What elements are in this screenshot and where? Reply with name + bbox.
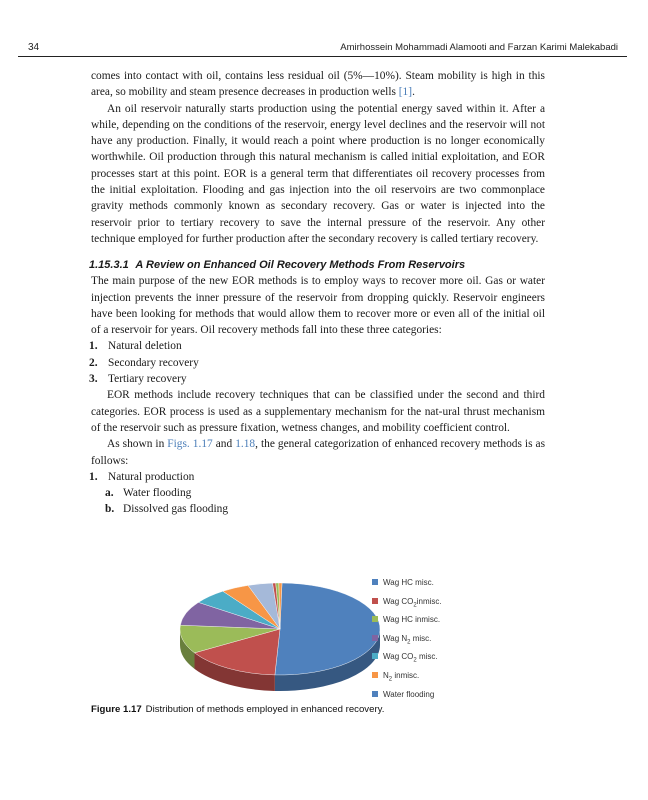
legend-label: Wag $N_2$ misc.	[383, 633, 432, 646]
legend-swatch	[372, 691, 378, 697]
body-text	[91, 68, 545, 518]
legend-item	[372, 615, 440, 624]
running-header-authors: Amirhossein Mohammadi Alamooti and Farzan Karimi Malekabadi	[340, 42, 618, 53]
list-item: 1. Natural deletion	[89, 340, 182, 353]
citation-link[interactable]: [1]	[398, 86, 413, 99]
legend-label: Water flooding	[383, 689, 435, 699]
legend-label: Wag $CO_2$ misc.	[383, 652, 438, 664]
legend-swatch	[372, 598, 378, 604]
list-item: 1. Natural production	[89, 470, 195, 483]
paragraph-1: comes into contact with oil, contains less residual oil (5%—10%). Steam mobility is high in this area, so mobility and steam presence decreases in production wells [1].	[91, 70, 545, 99]
legend-label: $N_2$ inmisc.	[383, 671, 420, 683]
figure-link[interactable]: 1.18	[235, 438, 256, 451]
list-item: 3. Tertiary recovery	[89, 373, 187, 386]
list-item: 2. Secondary recovery	[89, 356, 199, 369]
sub-list-item: b. Dissolved gas flooding	[105, 503, 229, 516]
figure-link[interactable]: Figs. 1.17	[167, 438, 213, 451]
running-header	[18, 40, 628, 56]
paragraph-3: The main purpose of the new EOR methods is to employ ways to recover more oil. Gas or water injection prevents the inner pressure of the reservoir from dropping quickly. Reservoir engineers have been looking for methods that would allow them to recover more or even all of the initial oil of a reservoir for years. Oil recovery methods fall into these three categories:	[91, 275, 545, 337]
legend-label: Wag HC misc.	[383, 578, 434, 587]
figure-caption	[91, 704, 384, 715]
caption-text: Distribution of methods employed in enhanced recovery.	[145, 704, 385, 715]
legend-item	[372, 634, 431, 646]
paragraph-5: As shown in Figs. 1.17 and 1.18, the general categorization of enhanced recovery methods is as follows:	[91, 438, 545, 467]
legend-item	[372, 578, 434, 587]
figure-label: Figure 1.17	[91, 704, 142, 715]
section-number: 1.15.3.1	[89, 259, 129, 272]
section-title: A Review on Enhanced Oil Recovery Methods From Reservoirs	[135, 259, 466, 272]
legend-label: Wag $CO_2inmisc$.	[383, 596, 442, 609]
legend-item	[372, 690, 434, 699]
paragraph-2: An oil reservoir naturally starts production using the potential energy saved within it. After a while, depending on the conditions of the reservoir, energy level declines and the reservoir will not have any production. Finally, it would reach a point where production is no longer economically worthwhile. Oil production through this natural mechanism is called initial exploitation, and EOR processes start at this point. EOR is a general term that differentiates oil recovery processes from the initial exploitation. Flooding and gas injection into the oil reservoirs are two commonplace gravity methods commonly known as secondary recovery. Gas or water is injected into the reservoir prior to tertiary recovery to save the internal pressure of the reservoir. Any other technique employed for further production after the secondary recovery is called tertiary recovery.	[91, 102, 545, 245]
legend-item	[372, 597, 442, 609]
legend-item	[372, 652, 438, 664]
legend-swatch	[372, 672, 378, 678]
page-number: 34	[28, 42, 40, 53]
legend-item	[372, 671, 419, 683]
sub-list-item: a. Water flooding	[105, 487, 192, 500]
legend-label: Wag HC inmisc.	[383, 615, 441, 625]
paragraph-4: EOR methods include recovery techniques that can be classified under the second and third categories. EOR process is used as a supplementary mechanism for the nat-ural thrust mechanism of the reservoir such as pressure fixation, wetness changes, and mobility coefficient control.	[91, 389, 545, 434]
legend-swatch	[372, 616, 378, 622]
legend-swatch	[372, 635, 378, 641]
legend-swatch	[372, 653, 378, 659]
header-rule	[18, 56, 627, 57]
pie-top-group	[180, 583, 380, 675]
legend-swatch	[372, 579, 378, 585]
section-heading	[89, 257, 545, 273]
